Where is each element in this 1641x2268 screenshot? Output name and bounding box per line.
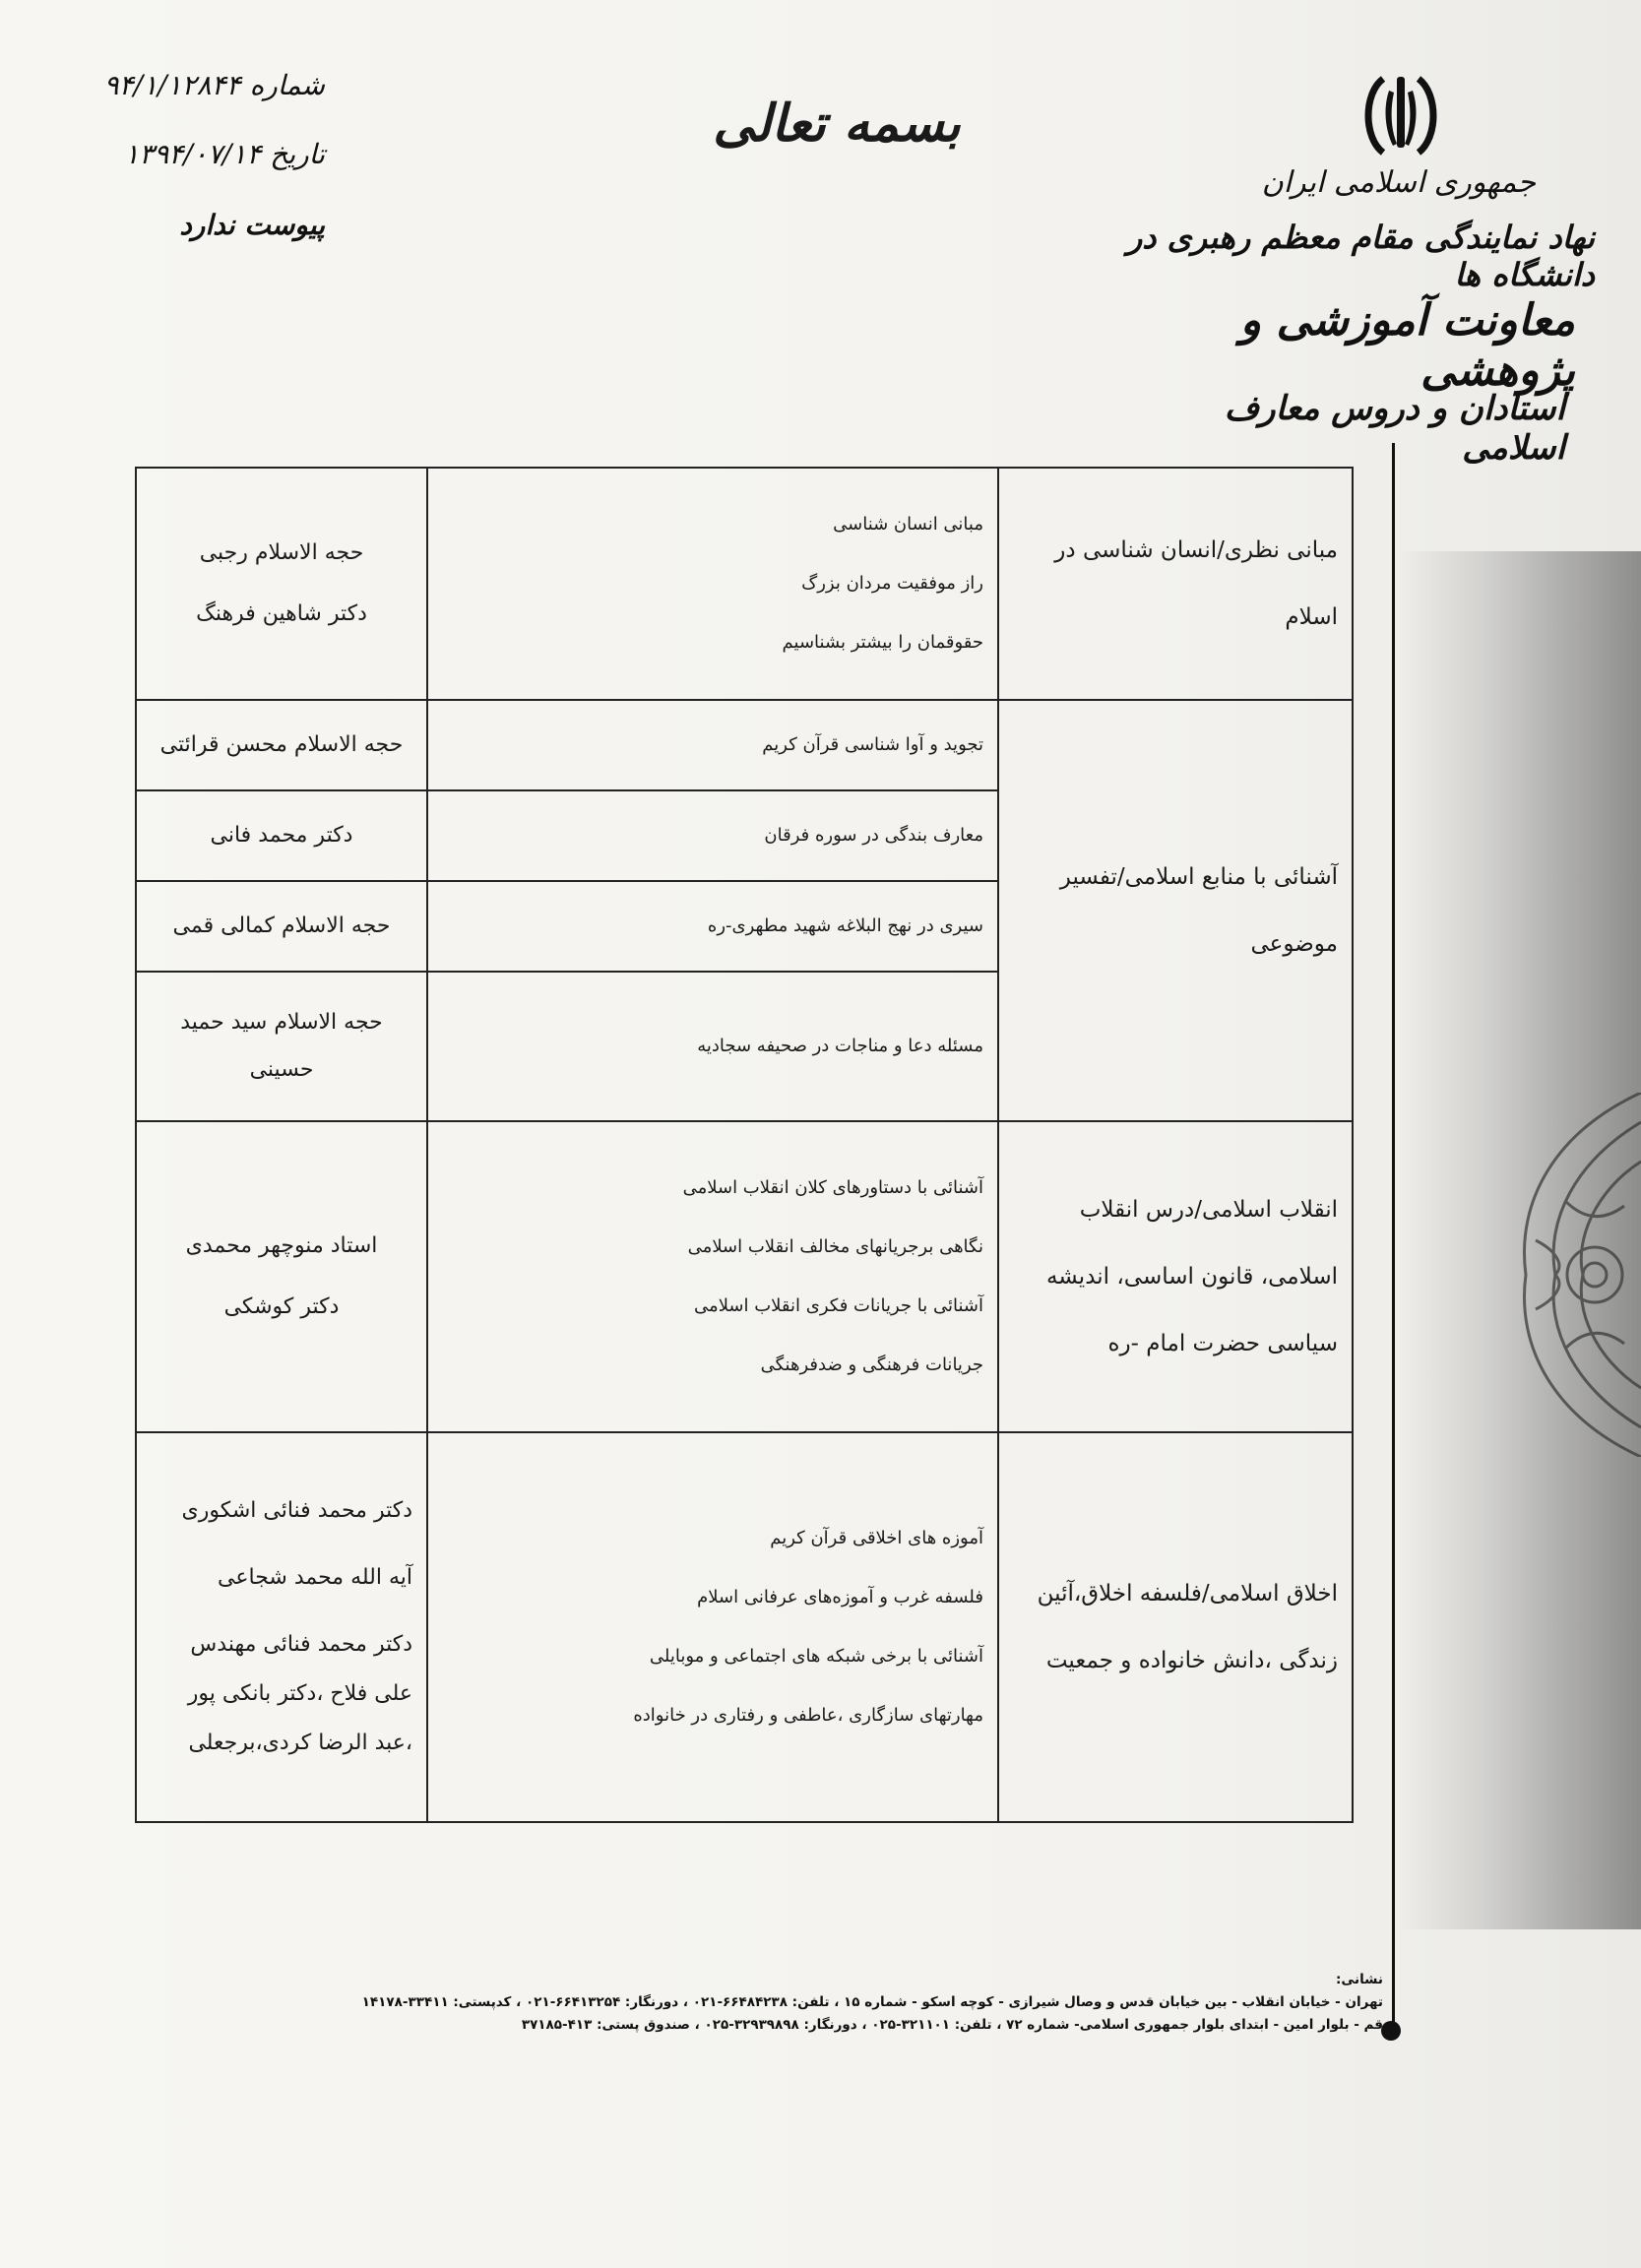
teacher-name: دکتر شاهین فرهنگ (196, 601, 367, 626)
teacher-name: حجه الاسلام سید حمید حسینی (136, 972, 427, 1121)
topics-cell (427, 468, 998, 700)
category-cell: اخلاق اسلامی/فلسفه اخلاق،آئین زندگی ،دانش خانواده و جمعیت (998, 1432, 1353, 1822)
letter-number: شماره ۹۴/۱/۱۲۸۴۴ (103, 69, 325, 101)
teachers-cell (136, 1121, 427, 1432)
topic-item: سیری در نهج البلاغه شهید مطهری-ره (427, 881, 998, 972)
category-cell: مبانی نظری/انسان شناسی در اسلام (998, 468, 1353, 700)
topic-item: معارف بندگی در سوره فرقان (427, 790, 998, 881)
footer-address (108, 1969, 1383, 2037)
footer-bullet (1381, 2021, 1401, 2041)
teacher-name: حجه الاسلام رجبی (199, 540, 364, 565)
teacher-name: دکتر محمد فنائی اشکوری (181, 1498, 412, 1523)
org-name: نهاد نمایندگی مقام معظم رهبری در دانشگاه ها (1126, 219, 1595, 293)
topic-item: نگاهی برجریانهای مخالف انقلاب اسلامی (687, 1236, 983, 1257)
topics-cell (427, 1121, 998, 1432)
topic-item: حقوقمان را بیشتر بشناسیم (782, 632, 983, 653)
topics-cell (427, 1432, 998, 1822)
teachers-cell (136, 468, 427, 700)
table-row (136, 1121, 1353, 1432)
topic-item: مبانی انسان شناسی (833, 514, 983, 535)
courses-table (135, 467, 1354, 1823)
basmala: بسمه تعالی (713, 94, 961, 154)
table-row (136, 468, 1353, 700)
topic-item: تجوید و آوا شناسی قرآن کریم (427, 700, 998, 790)
vertical-rule (1392, 443, 1395, 2028)
teacher-name: دکتر محمد فنائی مهندس علی فلاح ،دکتر بانکی پور ،عبد الرضا کردی،برجعلی (187, 1632, 412, 1755)
topic-item: آموزه های اخلاقی قرآن کریم (770, 1528, 983, 1548)
table-row (136, 700, 1353, 790)
arabesque-ornament (1408, 1093, 1641, 1457)
teacher-name: آیه الله محمد شجاعی (218, 1565, 412, 1590)
category-cell: آشنائی با منابع اسلامی/تفسیر موضوعی (998, 700, 1353, 1121)
topic-item: مسئله دعا و مناجات در صحیفه سجادیه (427, 972, 998, 1121)
topic-item: جریانات فرهنگی و ضدفرهنگی (760, 1354, 983, 1375)
teacher-name: حجه الاسلام کمالی قمی (136, 881, 427, 972)
teacher-name: استاد منوچهر محمدی (185, 1233, 378, 1258)
table-row (136, 1432, 1353, 1822)
emblem-icon (1354, 69, 1448, 163)
footer-line-qom: قم - بلوار امین - ابتدای بلوار جمهوری اسلامی- شماره ۷۲ ، تلفن: ۳۲۱۱۰۱-۰۲۵ ، دورنگار: ۳۲۹۳۹۸۹۸-۰۲۵ ، صندوق پستی: ۴۱۳-۳۷۱۸۵ (521, 2017, 1383, 2033)
topic-item: آشنائی با دستاورهای کلان انقلاب اسلامی (682, 1177, 983, 1198)
category-cell: انقلاب اسلامی/درس انقلاب اسلامی، قانون اساسی، اندیشه سیاسی حضرت امام -ره (998, 1121, 1353, 1432)
org-dept: استادان و دروس معارف اسلامی (1224, 389, 1565, 468)
topic-item: راز موفقیت مردان بزرگ (801, 573, 983, 594)
letter-date: تاریخ ۱۳۹۴/۰۷/۱۴ (124, 138, 325, 170)
teacher-name: دکتر محمد فانی (136, 790, 427, 881)
teachers-cell (136, 1432, 427, 1822)
topic-item: فلسفه غرب و آموزه‌های عرفانی اسلام (697, 1587, 983, 1607)
teacher-name: دکتر کوشکی (223, 1294, 340, 1319)
org-deputy: معاونت آموزشی و پژوهشی (1239, 295, 1575, 396)
teacher-name: حجه الاسلام محسن قرائتی (136, 700, 427, 790)
footer-label: نشانی: (1335, 1972, 1383, 1987)
topic-item: آشنائی با جریانات فکری انقلاب اسلامی (694, 1295, 983, 1316)
org-country: جمهوری اسلامی ایران (1261, 165, 1536, 200)
letter-attachment: پیوست ندارد (179, 209, 325, 241)
footer-line-tehran: تهران - خیابان انقلاب - بین خیابان قدس و وصال شیرازی - کوچه اسکو - شماره ۱۵ ، تلفن: ۶۶۴۸۴۲۳۸-۰۲۱ ، دورنگار: ۶۶۴۱۳۲۵۴-۰۲۱ ، کدپستی: ۳۳۴۱۱-۱۴۱۷۸ (361, 1994, 1383, 2010)
topic-item: مهارتهای سازگاری ،عاطفی و رفتاری در خانواده (633, 1705, 983, 1726)
topic-item: آشنائی با برخی شبکه های اجتماعی و موبایلی (649, 1646, 983, 1667)
